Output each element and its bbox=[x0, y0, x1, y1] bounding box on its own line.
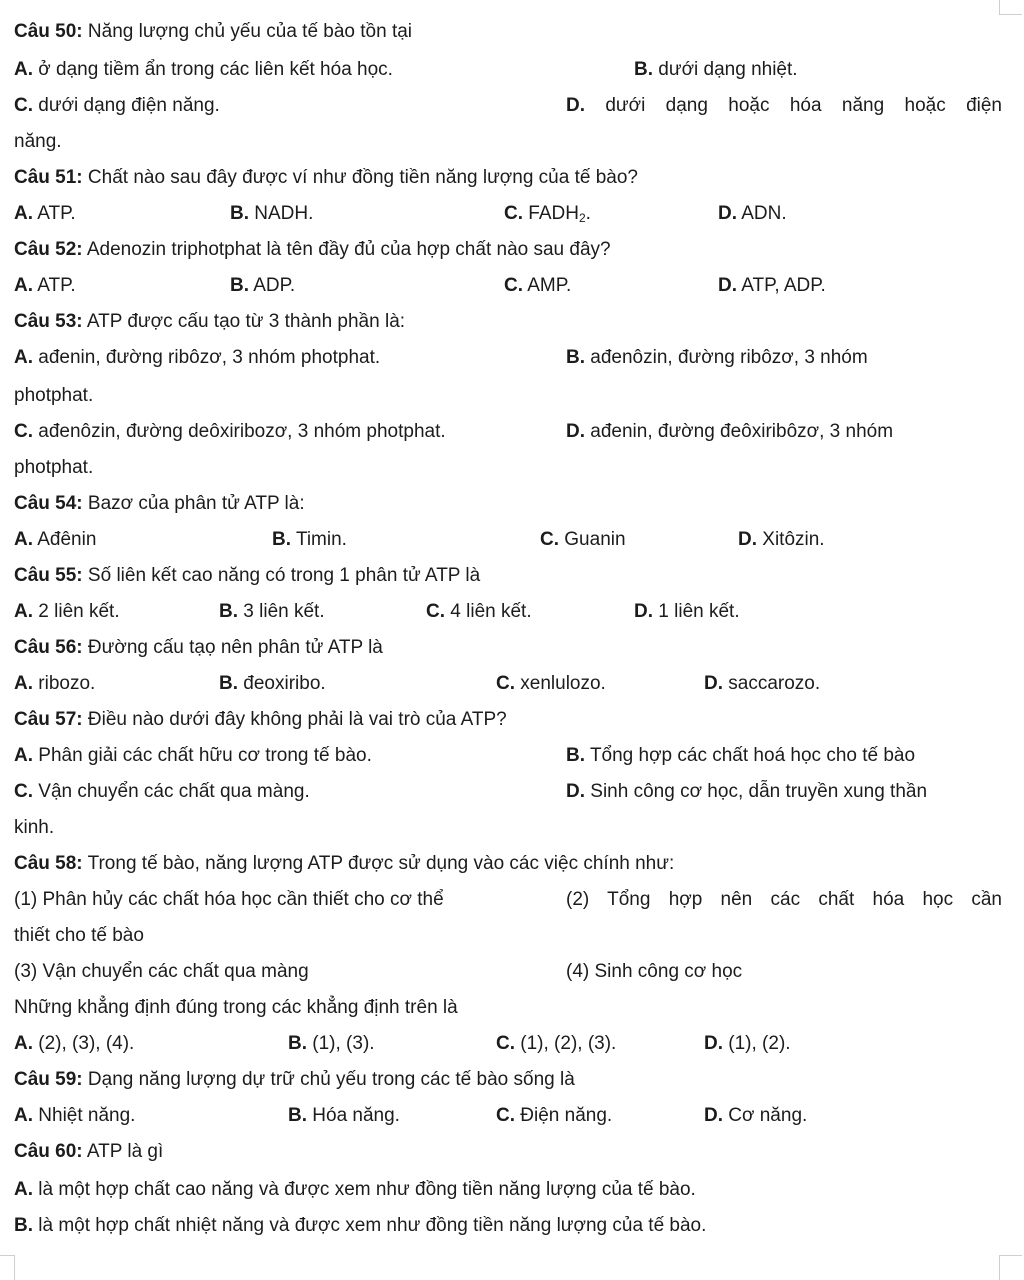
option-b[interactable]: B. ađenôzin, đường ribôzơ, 3 nhóm bbox=[566, 347, 868, 368]
option-b[interactable]: B. là một hợp chất nhiệt năng và được xem như đồng tiền năng lượng của tế bào. bbox=[14, 1215, 707, 1236]
question-text: Chất nào sau đây được ví như đồng tiền năng lượng của tế bào? bbox=[82, 167, 638, 188]
question-text: ATP được cấu tạo từ 3 thành phần là: bbox=[82, 311, 406, 332]
option-d[interactable]: D. ađenin, đường đeôxiribôzơ, 3 nhóm bbox=[566, 421, 894, 442]
question-58-prompt: Những khẳng định đúng trong các khẳng định trên là bbox=[14, 997, 458, 1018]
option-b[interactable]: B. Hóa năng. bbox=[288, 1105, 400, 1126]
question-60-title bbox=[14, 1140, 1002, 1164]
option-a[interactable]: A. Nhiệt năng. bbox=[14, 1105, 136, 1126]
option-d[interactable]: D. ATP, ADP. bbox=[718, 275, 826, 296]
question-number: Câu 53: bbox=[14, 311, 83, 332]
crop-mark-top-right bbox=[999, 0, 1022, 15]
option-b[interactable]: B. đeoxiribo. bbox=[219, 673, 326, 694]
question-text: Adenozin triphotphat là tên đầy đủ của hợp chất nào sau đây? bbox=[82, 239, 611, 260]
option-b[interactable]: B. Timin. bbox=[272, 529, 347, 550]
statement-2-continuation: thiết cho tế bào bbox=[14, 925, 144, 946]
option-c[interactable]: C. Điện năng. bbox=[496, 1105, 613, 1126]
question-53-title bbox=[14, 310, 1002, 334]
question-51-title bbox=[14, 166, 1002, 190]
option-c[interactable]: C. 4 liên kết. bbox=[426, 601, 532, 622]
question-text: Dạng năng lượng dự trữ chủ yếu trong các tế bào sống là bbox=[82, 1069, 575, 1090]
question-text: ATP là gì bbox=[82, 1141, 164, 1162]
option-c[interactable]: C. dưới dạng điện năng. bbox=[14, 95, 220, 116]
question-54-title bbox=[14, 492, 1002, 516]
question-number: Câu 54: bbox=[14, 493, 83, 514]
option-b[interactable]: B. NADH. bbox=[230, 203, 314, 224]
question-56-title bbox=[14, 636, 1002, 660]
option-d[interactable]: D. Xitôzin. bbox=[738, 529, 825, 550]
option-c[interactable]: C. $FADH_2$. bbox=[504, 203, 591, 225]
question-text: Bazơ của phân tử ATP là: bbox=[82, 493, 305, 514]
question-number: Câu 50: bbox=[14, 21, 83, 42]
statement-1: (1) Phân hủy các chất hóa học cần thiết cho cơ thể bbox=[14, 889, 444, 910]
question-number: Câu 56: bbox=[14, 637, 83, 658]
statement-4: (4) Sinh công cơ học bbox=[566, 961, 743, 982]
question-number: Câu 58: bbox=[14, 853, 83, 874]
option-a[interactable]: A. Phân giải các chất hữu cơ trong tế bào. bbox=[14, 745, 372, 766]
question-number: Câu 57: bbox=[14, 709, 83, 730]
question-text: Trong tế bào, năng lượng ATP được sử dụng vào các việc chính như: bbox=[82, 853, 675, 874]
option-d-continuation: photphat. bbox=[14, 457, 94, 478]
option-a[interactable]: A. 2 liên kết. bbox=[14, 601, 120, 622]
question-59-title bbox=[14, 1068, 1002, 1092]
question-50-title bbox=[14, 20, 1002, 44]
option-c[interactable]: C. AMP. bbox=[504, 275, 572, 296]
option-d[interactable]: D. (1), (2). bbox=[704, 1033, 791, 1054]
option-a[interactable]: A. Ađênin bbox=[14, 529, 97, 550]
option-b-continuation: photphat. bbox=[14, 385, 94, 406]
option-d[interactable]: D. saccarozo. bbox=[704, 673, 821, 694]
option-c[interactable]: C. Guanin bbox=[540, 529, 626, 550]
option-c[interactable]: C. (1), (2), (3). bbox=[496, 1033, 617, 1054]
option-a[interactable]: A. (2), (3), (4). bbox=[14, 1033, 135, 1054]
option-d-continuation: năng. bbox=[14, 131, 62, 152]
option-d[interactable]: D. dưới dạng hoặc hóa năng hoặc điện bbox=[566, 95, 1003, 116]
question-52-title bbox=[14, 238, 1002, 262]
question-text: Số liên kết cao năng có trong 1 phân tử ATP là bbox=[82, 565, 481, 586]
question-text: Điều nào dưới đây không phải là vai trò của ATP? bbox=[82, 709, 507, 730]
option-a[interactable]: A. ATP. bbox=[14, 203, 76, 224]
question-number: Câu 59: bbox=[14, 1069, 83, 1090]
option-b[interactable]: B. 3 liên kết. bbox=[219, 601, 325, 622]
question-57-title bbox=[14, 708, 1002, 732]
option-b[interactable]: B. (1), (3). bbox=[288, 1033, 375, 1054]
option-d[interactable]: D. ADN. bbox=[718, 203, 787, 224]
question-number: Câu 60: bbox=[14, 1141, 83, 1162]
option-c[interactable]: C. Vận chuyển các chất qua màng. bbox=[14, 781, 310, 802]
crop-mark-bottom-left bbox=[0, 1255, 15, 1280]
option-d[interactable]: D. Cơ năng. bbox=[704, 1105, 808, 1126]
question-55-title bbox=[14, 564, 1002, 588]
option-a[interactable]: A. ribozo. bbox=[14, 673, 96, 694]
question-58-title bbox=[14, 852, 1002, 876]
statement-3: (3) Vận chuyển các chất qua màng bbox=[14, 961, 309, 982]
question-text: Năng lượng chủ yếu của tế bào tồn tại bbox=[82, 21, 413, 42]
option-d[interactable]: D. 1 liên kết. bbox=[634, 601, 740, 622]
option-c[interactable]: C. ađenôzin, đường deôxiribozơ, 3 nhóm photphat. bbox=[14, 421, 446, 442]
option-d[interactable]: D. Sinh công cơ học, dẫn truyền xung thần bbox=[566, 781, 928, 802]
option-c[interactable]: C. xenlulozo. bbox=[496, 673, 606, 694]
question-number: Câu 55: bbox=[14, 565, 83, 586]
option-a[interactable]: A. là một hợp chất cao năng và được xem như đồng tiền năng lượng của tế bào. bbox=[14, 1179, 696, 1200]
option-d-continuation: kinh. bbox=[14, 817, 55, 838]
option-a[interactable]: A. ađenin, đường ribôzơ, 3 nhóm photphat. bbox=[14, 347, 381, 368]
option-a[interactable]: A. ATP. bbox=[14, 275, 76, 296]
option-b[interactable]: B. dưới dạng nhiệt. bbox=[634, 59, 798, 80]
option-a[interactable]: A. ở dạng tiềm ẩn trong các liên kết hóa học. bbox=[14, 59, 393, 80]
option-b[interactable]: B. Tổng hợp các chất hoá học cho tế bào bbox=[566, 745, 916, 766]
question-text: Đường cấu tạọ nên phân tử ATP là bbox=[82, 637, 383, 658]
option-b[interactable]: B. ADP. bbox=[230, 275, 296, 296]
question-number: Câu 52: bbox=[14, 239, 83, 260]
crop-mark-bottom-right bbox=[999, 1255, 1022, 1280]
statement-2: (2) Tổng hợp nên các chất hóa học cần bbox=[566, 889, 1002, 910]
question-number: Câu 51: bbox=[14, 167, 83, 188]
